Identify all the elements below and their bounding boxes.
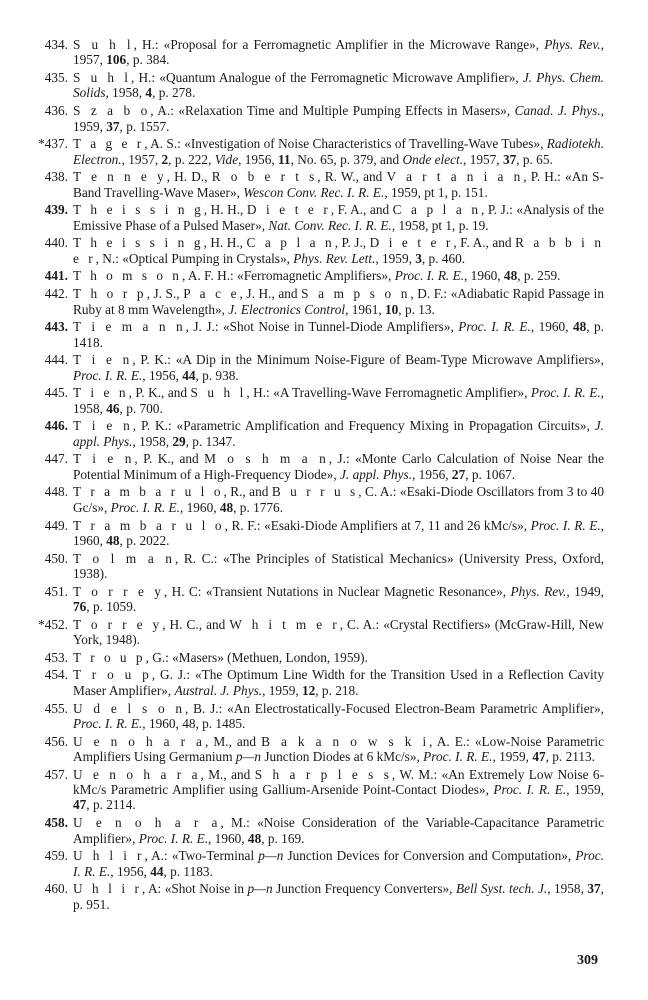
reference-fragment: , p. 1347. xyxy=(185,433,236,449)
reference-text xyxy=(73,881,604,912)
reference-text xyxy=(73,136,604,167)
journal-title: Proc. I. R. E. xyxy=(530,517,601,533)
reference-number: 457. xyxy=(44,766,68,782)
reference-text xyxy=(73,385,604,416)
reference-number: 441. xyxy=(44,268,68,284)
reference-entry xyxy=(26,235,604,266)
reference-fragment: , p. 259. xyxy=(517,268,561,284)
reference-fragment: , p. 1557. xyxy=(119,118,170,134)
reference-fragment: , H. D., xyxy=(166,169,212,185)
volume-number: 11 xyxy=(278,151,291,167)
reference-fragment: , M., and xyxy=(204,733,262,749)
reference-fragment: Junction Frequency Converters», xyxy=(272,881,456,897)
author-name: T i e m a n n xyxy=(73,319,186,335)
reference-fragment: , p. 65. xyxy=(516,151,553,167)
reference-fragment: , 1956, xyxy=(110,863,151,879)
author-name: T a g e r xyxy=(73,136,145,152)
reference-fragment: , R., and xyxy=(223,484,272,500)
author-name: U e n o h a r a xyxy=(73,815,221,831)
reference-text xyxy=(73,103,604,134)
reference-text xyxy=(73,584,604,615)
reference-fragment: , p. 2114. xyxy=(86,797,136,813)
reference-entry xyxy=(26,881,604,912)
reference-text xyxy=(73,617,604,648)
reference-number: 450. xyxy=(44,550,68,566)
reference-fragment: , C. A.: «Esaki-Diode Oscillators from 3 to 40 Gc/s», xyxy=(73,484,604,515)
reference-fragment: , p. 951. xyxy=(73,881,604,912)
journal-title: Proc. I. R. E. xyxy=(394,268,465,284)
reference-fragment: , 1960, 48, p. 1485. xyxy=(142,715,246,731)
reference-fragment: , D. F.: «Adiabatic Rapid Passage in Ruby at 8 mm Wavelength», xyxy=(73,286,604,317)
reference-fragment: , J.: «Monte Carlo Calculation of Noise Near the Potential Minimum of a High-Frequency Diode», xyxy=(73,451,604,482)
reference-entry xyxy=(26,451,604,482)
reference-text xyxy=(73,650,604,665)
author-name: S u h l xyxy=(190,385,247,401)
journal-title: Austral. J. Phys. xyxy=(174,682,263,698)
reference-fragment: , G.: «Masers» (Methuen, London, 1959). xyxy=(145,649,368,665)
reference-entry xyxy=(26,617,604,648)
journal-title: Nat. Conv. Rec. I. R. E. xyxy=(268,217,392,233)
reference-fragment: , 1959, xyxy=(375,250,416,266)
reference-fragment: , F. A., and xyxy=(453,235,516,251)
journal-title: Vide xyxy=(214,151,239,167)
reference-fragment: , 1960, xyxy=(73,517,604,548)
reference-fragment: , J. J.: «Shot Noise in Tunnel-Diode Amplifiers», xyxy=(185,319,459,335)
journal-title: Proc. I. R. E. xyxy=(73,715,143,731)
reference-fragment: , H. C., and xyxy=(162,616,230,632)
reference-number: 444. xyxy=(44,352,68,368)
reference-fragment: , H.: «Quantum Analogue of the Ferromagnetic Microwave Amplifier», xyxy=(130,70,523,86)
author-name: T o r r e y xyxy=(73,583,164,599)
reference-fragment: , 1956, xyxy=(142,367,183,383)
volume-number: 44 xyxy=(182,367,196,383)
reference-fragment: , H. H., xyxy=(203,202,247,218)
journal-title: Phys. Rev. xyxy=(544,37,601,52)
reference-entry xyxy=(26,319,604,350)
volume-number: 3 xyxy=(415,250,422,266)
reference-number: 434. xyxy=(44,37,68,52)
reference-number: 436. xyxy=(44,103,68,119)
journal-title: p—n xyxy=(247,881,273,897)
author-name: T o r r e y xyxy=(73,616,163,632)
reference-fragment: , W. M.: «An Extremely Low Noise 6-kMc/s Parametric Amplifier using Gallium-Arsenide Point-Contact Diodes», xyxy=(73,766,605,798)
reference-fragment: , R. C.: «The Principles of Statistical Mechanics» (University Press, Oxford, 1938). xyxy=(73,550,604,581)
author-name: U h l i r xyxy=(73,881,142,897)
author-name: T r o u p xyxy=(73,667,152,683)
journal-title: Wescon Conv. Rec. I. R. E. xyxy=(243,184,385,200)
reference-fragment: , p. 1183. xyxy=(163,863,213,879)
volume-number: 76 xyxy=(73,599,87,615)
reference-entry xyxy=(26,650,604,665)
reference-fragment: , P. K.: «Parametric Amplification and Frequency Mixing in Propagation Circuits», xyxy=(132,418,595,434)
reference-fragment: , p. 1418. xyxy=(73,319,604,350)
reference-text xyxy=(73,767,604,813)
reference-fragment: , P. K.: «A Dip in the Minimum Noise-Figure of Beam-Type Microwave Amplifiers», xyxy=(132,352,604,368)
author-name: T e n n e y xyxy=(73,169,167,185)
reference-entry xyxy=(26,848,604,879)
reference-fragment: Junction Devices for Conversion and Computation», xyxy=(283,848,576,864)
reference-text xyxy=(73,848,604,879)
reference-fragment: , p. 460. xyxy=(421,250,466,266)
reference-fragment: , p. 13. xyxy=(398,301,435,317)
reference-text xyxy=(73,418,604,449)
reference-fragment: , p. 278. xyxy=(152,85,196,101)
author-name: T h o r p xyxy=(73,286,147,302)
journal-title: Proc. I. R. E. xyxy=(458,319,531,335)
author-name: W h i t m e r xyxy=(229,616,340,632)
volume-number: 37 xyxy=(106,118,120,134)
reference-number: *437. xyxy=(38,136,68,152)
volume-number: 29 xyxy=(172,433,186,449)
author-name: U e n o h a r a xyxy=(73,733,205,749)
volume-number: 37 xyxy=(502,151,517,167)
author-name: T h e i s s i n g xyxy=(73,235,204,251)
volume-number: 106 xyxy=(106,52,127,68)
reference-fragment: , 1959, xyxy=(262,682,302,698)
reference-fragment: , p. 2113. xyxy=(545,748,595,764)
reference-fragment: , H. C: «Transient Nutations in Nuclear Magnetic Resonance», xyxy=(163,583,511,599)
reference-fragment: , P. J., xyxy=(334,235,370,251)
reference-fragment: , P. H.: «An S-Band Travelling-Wave Maser», xyxy=(73,169,604,200)
author-name: D i e t e r xyxy=(246,202,331,218)
author-name: R o b e r t s xyxy=(211,169,318,185)
reference-number: 445. xyxy=(44,385,68,401)
reference-fragment: , p. 169. xyxy=(261,830,305,846)
author-name: S h a r p l e s s xyxy=(254,766,392,782)
volume-number: 27 xyxy=(451,466,466,482)
reference-text xyxy=(73,169,604,200)
reference-fragment: , A.: «Two-Terminal xyxy=(144,848,259,864)
reference-fragment: , p. 1059. xyxy=(86,599,137,615)
volume-number: 37 xyxy=(587,881,601,897)
reference-entry xyxy=(26,202,604,233)
volume-number: 12 xyxy=(301,682,316,698)
reference-fragment: , J. H., and xyxy=(239,286,302,302)
reference-fragment: , p. 700. xyxy=(119,400,163,416)
author-name: T o l m a n xyxy=(73,550,175,566)
author-name: T h o m s o n xyxy=(73,268,182,284)
reference-text xyxy=(73,286,604,317)
volume-number: 48 xyxy=(572,319,587,335)
volume-number: 4 xyxy=(145,85,153,101)
reference-entry xyxy=(26,169,604,200)
reference-fragment: , F. A., and xyxy=(330,202,393,218)
reference-entry xyxy=(26,484,604,515)
volume-number: 48 xyxy=(247,830,262,846)
reference-text xyxy=(73,451,604,482)
reference-fragment: , 1958, xyxy=(105,85,146,101)
reference-text xyxy=(73,484,604,515)
reference-fragment: , C. A.: «Crystal Rectifiers» (McGraw-Hill, New York, 1948). xyxy=(73,616,605,648)
journal-title: Bell Syst. tech. J. xyxy=(455,881,548,897)
reference-entry xyxy=(26,767,604,813)
reference-entry xyxy=(26,37,604,68)
author-name: M o s h m a n xyxy=(204,451,329,467)
author-name: T r o u p xyxy=(73,649,146,665)
reference-fragment: , 1959, xyxy=(492,748,533,764)
reference-text xyxy=(73,268,604,283)
journal-title: Onde elect. xyxy=(402,151,464,167)
reference-number: 451. xyxy=(44,583,68,599)
reference-fragment: , p. 384. xyxy=(126,52,170,68)
reference-fragment: , p. 218. xyxy=(315,682,359,698)
reference-text xyxy=(73,319,604,350)
reference-text xyxy=(73,518,604,549)
reference-fragment: , M., and xyxy=(200,766,255,782)
reference-fragment: , R. W., and xyxy=(317,169,387,185)
reference-number: 454. xyxy=(44,667,68,683)
reference-text xyxy=(73,734,604,765)
reference-number: 456. xyxy=(44,733,68,749)
reference-entry xyxy=(26,551,604,582)
reference-fragment: , 1949, xyxy=(566,583,604,599)
reference-entry xyxy=(26,70,604,101)
journal-title: Phys. Rev. Lett. xyxy=(293,250,376,266)
reference-fragment: , 1958, xyxy=(73,385,604,416)
reference-fragment: , 1958, pt 1, p. 19. xyxy=(391,217,489,233)
author-name: C a p l a n xyxy=(392,202,482,218)
author-name: D i e t e r xyxy=(369,235,454,251)
journal-title: p—n xyxy=(258,848,284,864)
reference-text xyxy=(73,352,604,383)
reference-fragment: , R. F.: «Esaki-Diode Amplifiers at 7, 11 and 26 kMc/s», xyxy=(224,517,531,533)
reference-text xyxy=(73,815,604,846)
reference-text xyxy=(73,551,604,582)
reference-fragment: , p. 2022. xyxy=(119,532,170,548)
reference-fragment: , p. 222, xyxy=(168,151,215,167)
reference-fragment: , 1957, xyxy=(463,151,503,167)
reference-text xyxy=(73,202,604,233)
author-name: T r a m b a r u l o xyxy=(73,484,224,500)
reference-fragment: , 1957, xyxy=(73,37,605,68)
reference-fragment: , p. 938. xyxy=(195,367,239,383)
reference-number: 442. xyxy=(44,286,68,302)
reference-number: 446. xyxy=(44,418,68,434)
reference-entry xyxy=(26,268,604,283)
reference-entry xyxy=(26,734,604,765)
journal-title: Proc. I. R. E. xyxy=(493,782,567,798)
volume-number: 44 xyxy=(150,863,164,879)
reference-number: 453. xyxy=(44,649,68,665)
volume-number: 48 xyxy=(106,532,120,548)
reference-fragment: , 1959, xyxy=(73,103,604,134)
reference-text xyxy=(73,701,604,732)
reference-fragment: , 1958, xyxy=(547,881,588,897)
reference-fragment: , H. H., xyxy=(203,235,247,251)
volume-number: 47 xyxy=(532,748,546,764)
journal-title: Proc. I. R. E. xyxy=(73,848,604,879)
reference-entry xyxy=(26,667,604,698)
journal-title: Proc. I. R. E. xyxy=(138,830,209,846)
author-name: T i e n xyxy=(73,385,129,401)
journal-title: J. Phys. Chem. Solids xyxy=(73,70,604,101)
reference-fragment: , A: «Shot Noise in xyxy=(141,881,248,897)
reference-text xyxy=(73,70,604,101)
reference-entry xyxy=(26,418,604,449)
reference-number: 455. xyxy=(44,700,68,716)
author-name: S z a b o xyxy=(73,103,151,119)
reference-fragment: , p. 1067. xyxy=(465,466,516,482)
reference-fragment: , H.: «Proposal for a Ferromagnetic Amplifier in the Microwave Range», xyxy=(133,37,545,52)
author-name: U e n o h a r a xyxy=(73,766,201,782)
reference-fragment: , A. E.: «Low-Noise Parametric Amplifiers Using Germanium xyxy=(73,733,605,764)
reference-list xyxy=(26,37,604,914)
author-name: U h l i r xyxy=(73,848,145,864)
reference-fragment: , G. J.: «The Optimum Line Width for the Transition Used in a Reflection Cavity Maser Amplifier», xyxy=(73,667,604,698)
journal-title: Proc. I. R. E. xyxy=(423,748,493,764)
journal-title: Phys. Rev. xyxy=(510,583,567,599)
reference-fragment: , P. K., and xyxy=(128,385,191,401)
journal-title: Proc. I. R. E. xyxy=(73,367,143,383)
reference-number: 447. xyxy=(44,451,68,467)
reference-entry xyxy=(26,518,604,549)
reference-number: 449. xyxy=(44,517,68,533)
volume-number: 2 xyxy=(161,151,169,167)
author-name: T r a m b a r u l o xyxy=(73,517,225,533)
author-name: R a b b i n e r xyxy=(73,235,604,266)
author-name: C a p l a n xyxy=(246,235,335,251)
journal-title: Proc. I. R. E. xyxy=(110,499,180,515)
author-name: T i e n xyxy=(73,451,135,467)
reference-fragment: , 1956, xyxy=(412,466,452,482)
page-number: 309 xyxy=(577,953,598,968)
author-name: B u r r u s xyxy=(271,484,359,500)
reference-text xyxy=(73,667,604,698)
author-name: S u h l xyxy=(73,70,131,86)
author-name: B a k a n o w s k i xyxy=(261,733,430,749)
author-name: T h e i s s i n g xyxy=(73,202,204,218)
reference-entry xyxy=(26,136,604,167)
journal-title: Radiotekh. Electron. xyxy=(73,136,605,167)
volume-number: 10 xyxy=(385,301,399,317)
journal-title: p—n xyxy=(235,748,261,764)
author-name: S a m p s o n xyxy=(301,286,411,302)
reference-number: 459. xyxy=(44,848,68,864)
author-name: T i e n xyxy=(73,352,133,368)
reference-fragment: , N.: «Optical Pumping in Crystals», xyxy=(95,250,294,266)
reference-number: 443. xyxy=(44,319,68,335)
reference-fragment: , J. S., xyxy=(146,286,184,302)
journal-title: J. appl. Phys. xyxy=(73,418,604,449)
reference-fragment: , 1960, xyxy=(530,319,573,335)
author-name: T i e n xyxy=(73,418,133,434)
reference-fragment: , M.: «Noise Consideration of the Variable-Capacitance Parametric Amplifier», xyxy=(73,815,604,846)
reference-number: 435. xyxy=(44,70,68,86)
reference-entry xyxy=(26,286,604,317)
reference-entry xyxy=(26,701,604,732)
reference-fragment: , P. K., and xyxy=(134,451,205,467)
reference-text xyxy=(73,37,604,68)
journal-title: J. Electronics Control xyxy=(228,301,346,317)
reference-entry xyxy=(26,352,604,383)
author-name: U d e l s o n xyxy=(73,700,186,716)
reference-fragment: , 1959, xyxy=(566,782,604,798)
author-name: P a c e xyxy=(183,286,240,302)
author-name: V a r t a n i a n xyxy=(386,169,524,185)
journal-title: J. appl. Phys. xyxy=(340,466,413,482)
reference-number: 440. xyxy=(44,235,68,251)
reference-fragment: , 1961, xyxy=(345,301,385,317)
reference-fragment: , 1957, xyxy=(121,151,162,167)
reference-number: 448. xyxy=(44,484,68,500)
reference-fragment: , H.: «A Travelling-Wave Ferromagnetic Amplifier», xyxy=(246,385,531,401)
reference-fragment: , p. 1776. xyxy=(233,499,284,515)
reference-fragment: , P. J.: «Analysis of the Emissive Phase of a Pulsed Maser», xyxy=(73,202,604,233)
reference-fragment: , 1958, xyxy=(132,433,173,449)
reference-entry xyxy=(26,584,604,615)
volume-number: 47 xyxy=(73,797,87,813)
reference-text xyxy=(73,235,604,266)
reference-number: 438. xyxy=(44,169,68,185)
reference-number: 460. xyxy=(44,881,68,897)
reference-entry xyxy=(26,815,604,846)
volume-number: 48 xyxy=(219,499,234,515)
reference-fragment: , 1960, xyxy=(464,268,504,284)
author-name: S u h l xyxy=(73,37,134,52)
reference-entry xyxy=(26,385,604,416)
reference-number: 458. xyxy=(44,815,68,831)
reference-fragment: , 1956, xyxy=(238,151,278,167)
reference-fragment: Junction Diodes at 6 kMc/s», xyxy=(261,748,424,764)
reference-fragment: , A.: «Relaxation Time and Multiple Pumping Effects in Masers», xyxy=(150,103,515,119)
volume-number: 48 xyxy=(503,268,518,284)
reference-fragment: , 1960, xyxy=(179,499,220,515)
reference-fragment: , No. 65, p. 379, and xyxy=(290,151,403,167)
reference-number: *452. xyxy=(38,616,68,632)
reference-fragment: , 1960, xyxy=(208,830,248,846)
volume-number: 46 xyxy=(106,400,120,416)
reference-fragment: , A. S.: «Investigation of Noise Characteristics of Travelling-Wave Tubes», xyxy=(144,136,547,152)
reference-number: 439. xyxy=(44,202,68,218)
reference-entry xyxy=(26,103,604,134)
reference-fragment: , A. F. H.: «Ferromagnetic Amplifiers», xyxy=(181,268,395,284)
reference-fragment: , 1959, pt 1, p. 151. xyxy=(384,184,488,200)
journal-title: Proc. I. R. E. xyxy=(530,385,601,401)
reference-fragment: , B. J.: «An Electrostatically-Focused Electron-Beam Parametric Amplifier», xyxy=(185,700,605,716)
journal-title: Canad. J. Phys. xyxy=(514,103,601,119)
